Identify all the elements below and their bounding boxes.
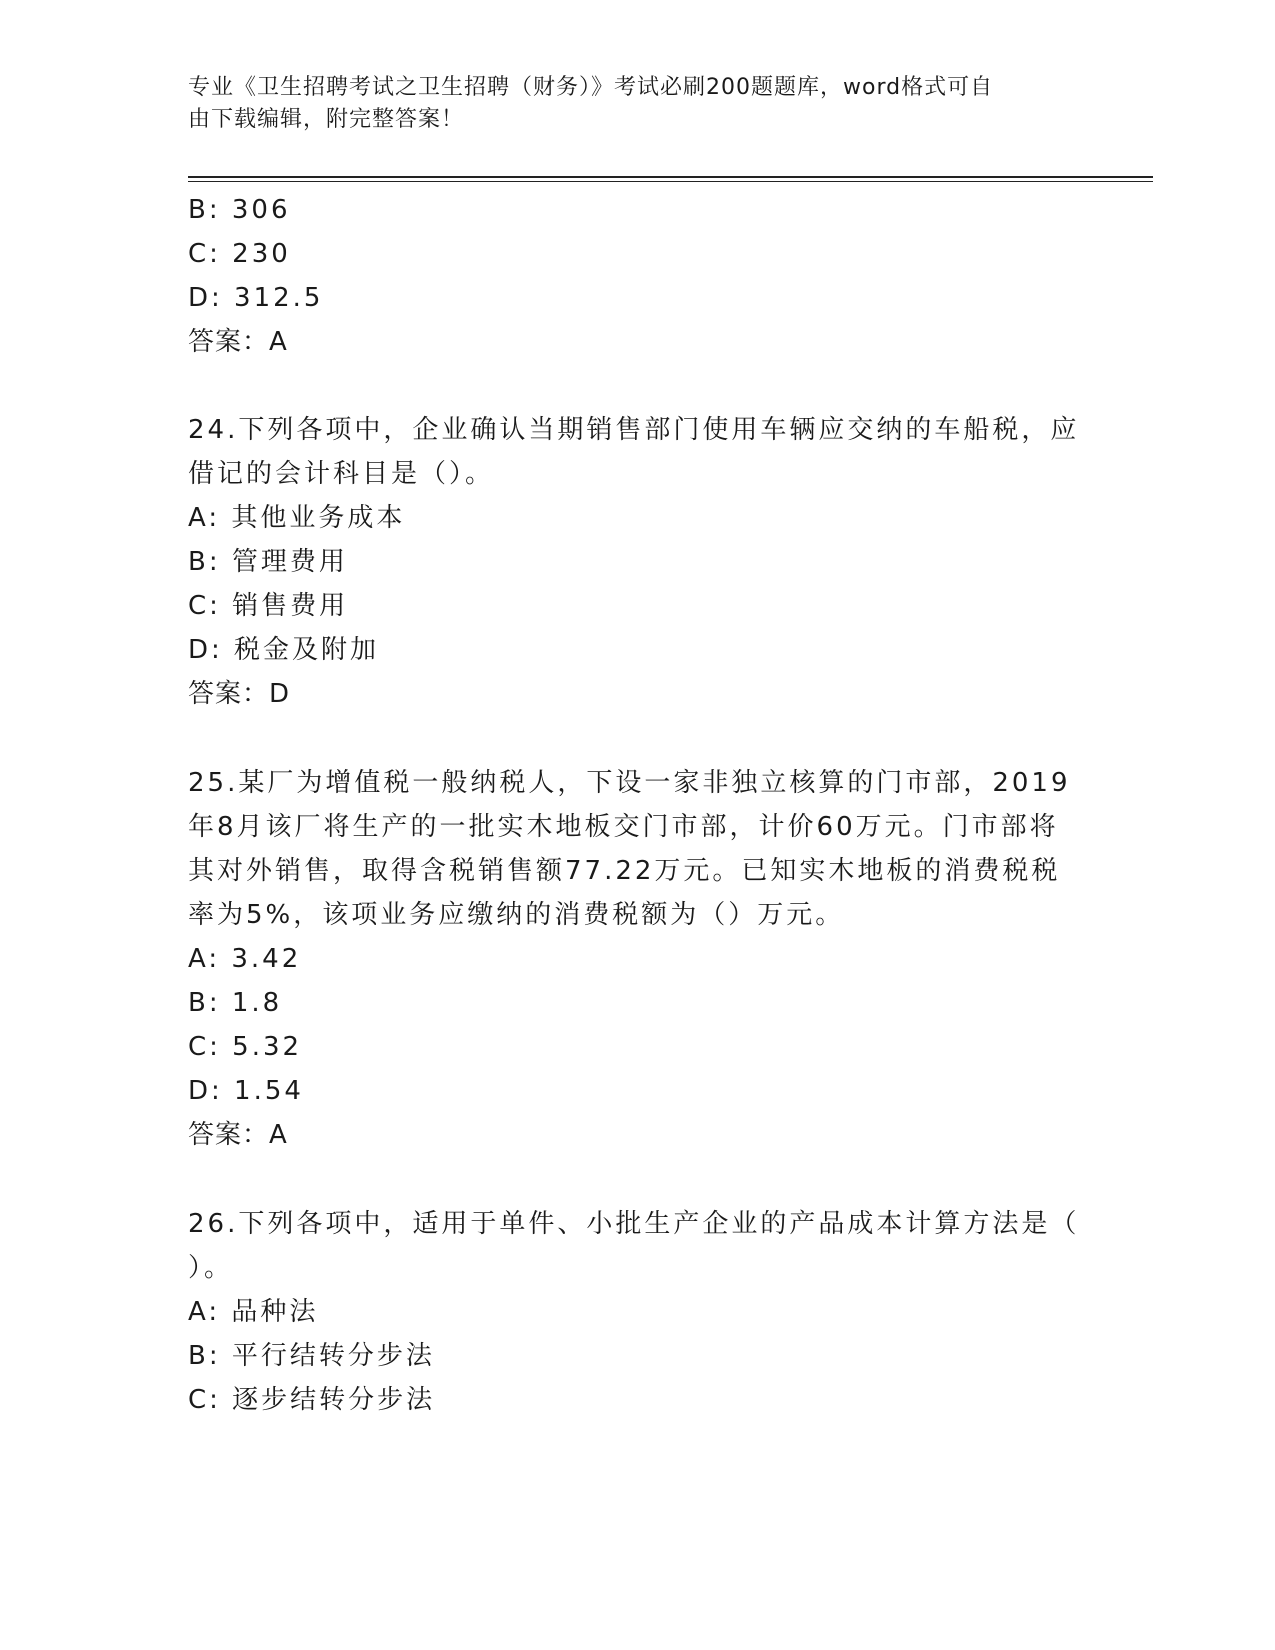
q23-answer: 答案：A <box>188 327 288 357</box>
q23-option-c: C: 230 <box>188 239 291 269</box>
q25-stem-line-2: 年8月该厂将生产的一批实木地板交门市部，计价60万元。门市部将 <box>188 812 1059 842</box>
q24-option-b: B: 管理费用 <box>188 547 348 577</box>
q24-option-d: D: 税金及附加 <box>188 635 380 665</box>
q26-option-a: A: 品种法 <box>188 1297 319 1327</box>
header-line-2: 由下载编辑，附完整答案！ <box>188 107 465 132</box>
q25-option-d: D: 1.54 <box>188 1076 304 1106</box>
q25-option-c: C: 5.32 <box>188 1032 303 1062</box>
q26-stem-line-2: ）。 <box>188 1253 234 1283</box>
q26-option-b: B: 平行结转分步法 <box>188 1341 435 1371</box>
header-divider-thin <box>188 181 1153 182</box>
q24-option-c: C: 销售费用 <box>188 591 349 621</box>
q24-answer: 答案：D <box>188 679 291 709</box>
q26-option-c: C: 逐步结转分步法 <box>188 1385 436 1415</box>
q26-stem-line-1: 26.下列各项中，适用于单件、小批生产企业的产品成本计算方法是（ <box>188 1209 1080 1239</box>
q23-option-b: B: 306 <box>188 195 291 225</box>
q25-stem-line-3: 其对外销售，取得含税销售额77.22万元。已知实木地板的消费税税 <box>188 856 1061 886</box>
header-divider <box>188 176 1153 178</box>
document-header <box>188 72 1068 136</box>
q24-stem-line-1: 24.下列各项中，企业确认当期销售部门使用车辆应交纳的车船税，应 <box>188 415 1080 445</box>
header-line-1: 专业《卫生招聘考试之卫生招聘（财务）》考试必刷200题题库，word格式可自 <box>188 75 994 100</box>
q23-option-d: D: 312.5 <box>188 283 324 313</box>
q24-stem-line-2: 借记的会计科目是（）。 <box>188 459 495 489</box>
q25-stem-line-1: 25.某厂为增值税一般纳税人，下设一家非独立核算的门市部，2019 <box>188 768 1071 798</box>
q25-option-a: A: 3.42 <box>188 944 302 974</box>
q25-answer: 答案：A <box>188 1120 288 1150</box>
q25-stem-line-4: 率为5%，该项业务应缴纳的消费税额为（）万元。 <box>188 900 845 930</box>
q24-option-a: A: 其他业务成本 <box>188 503 406 533</box>
q25-option-b: B: 1.8 <box>188 988 283 1018</box>
